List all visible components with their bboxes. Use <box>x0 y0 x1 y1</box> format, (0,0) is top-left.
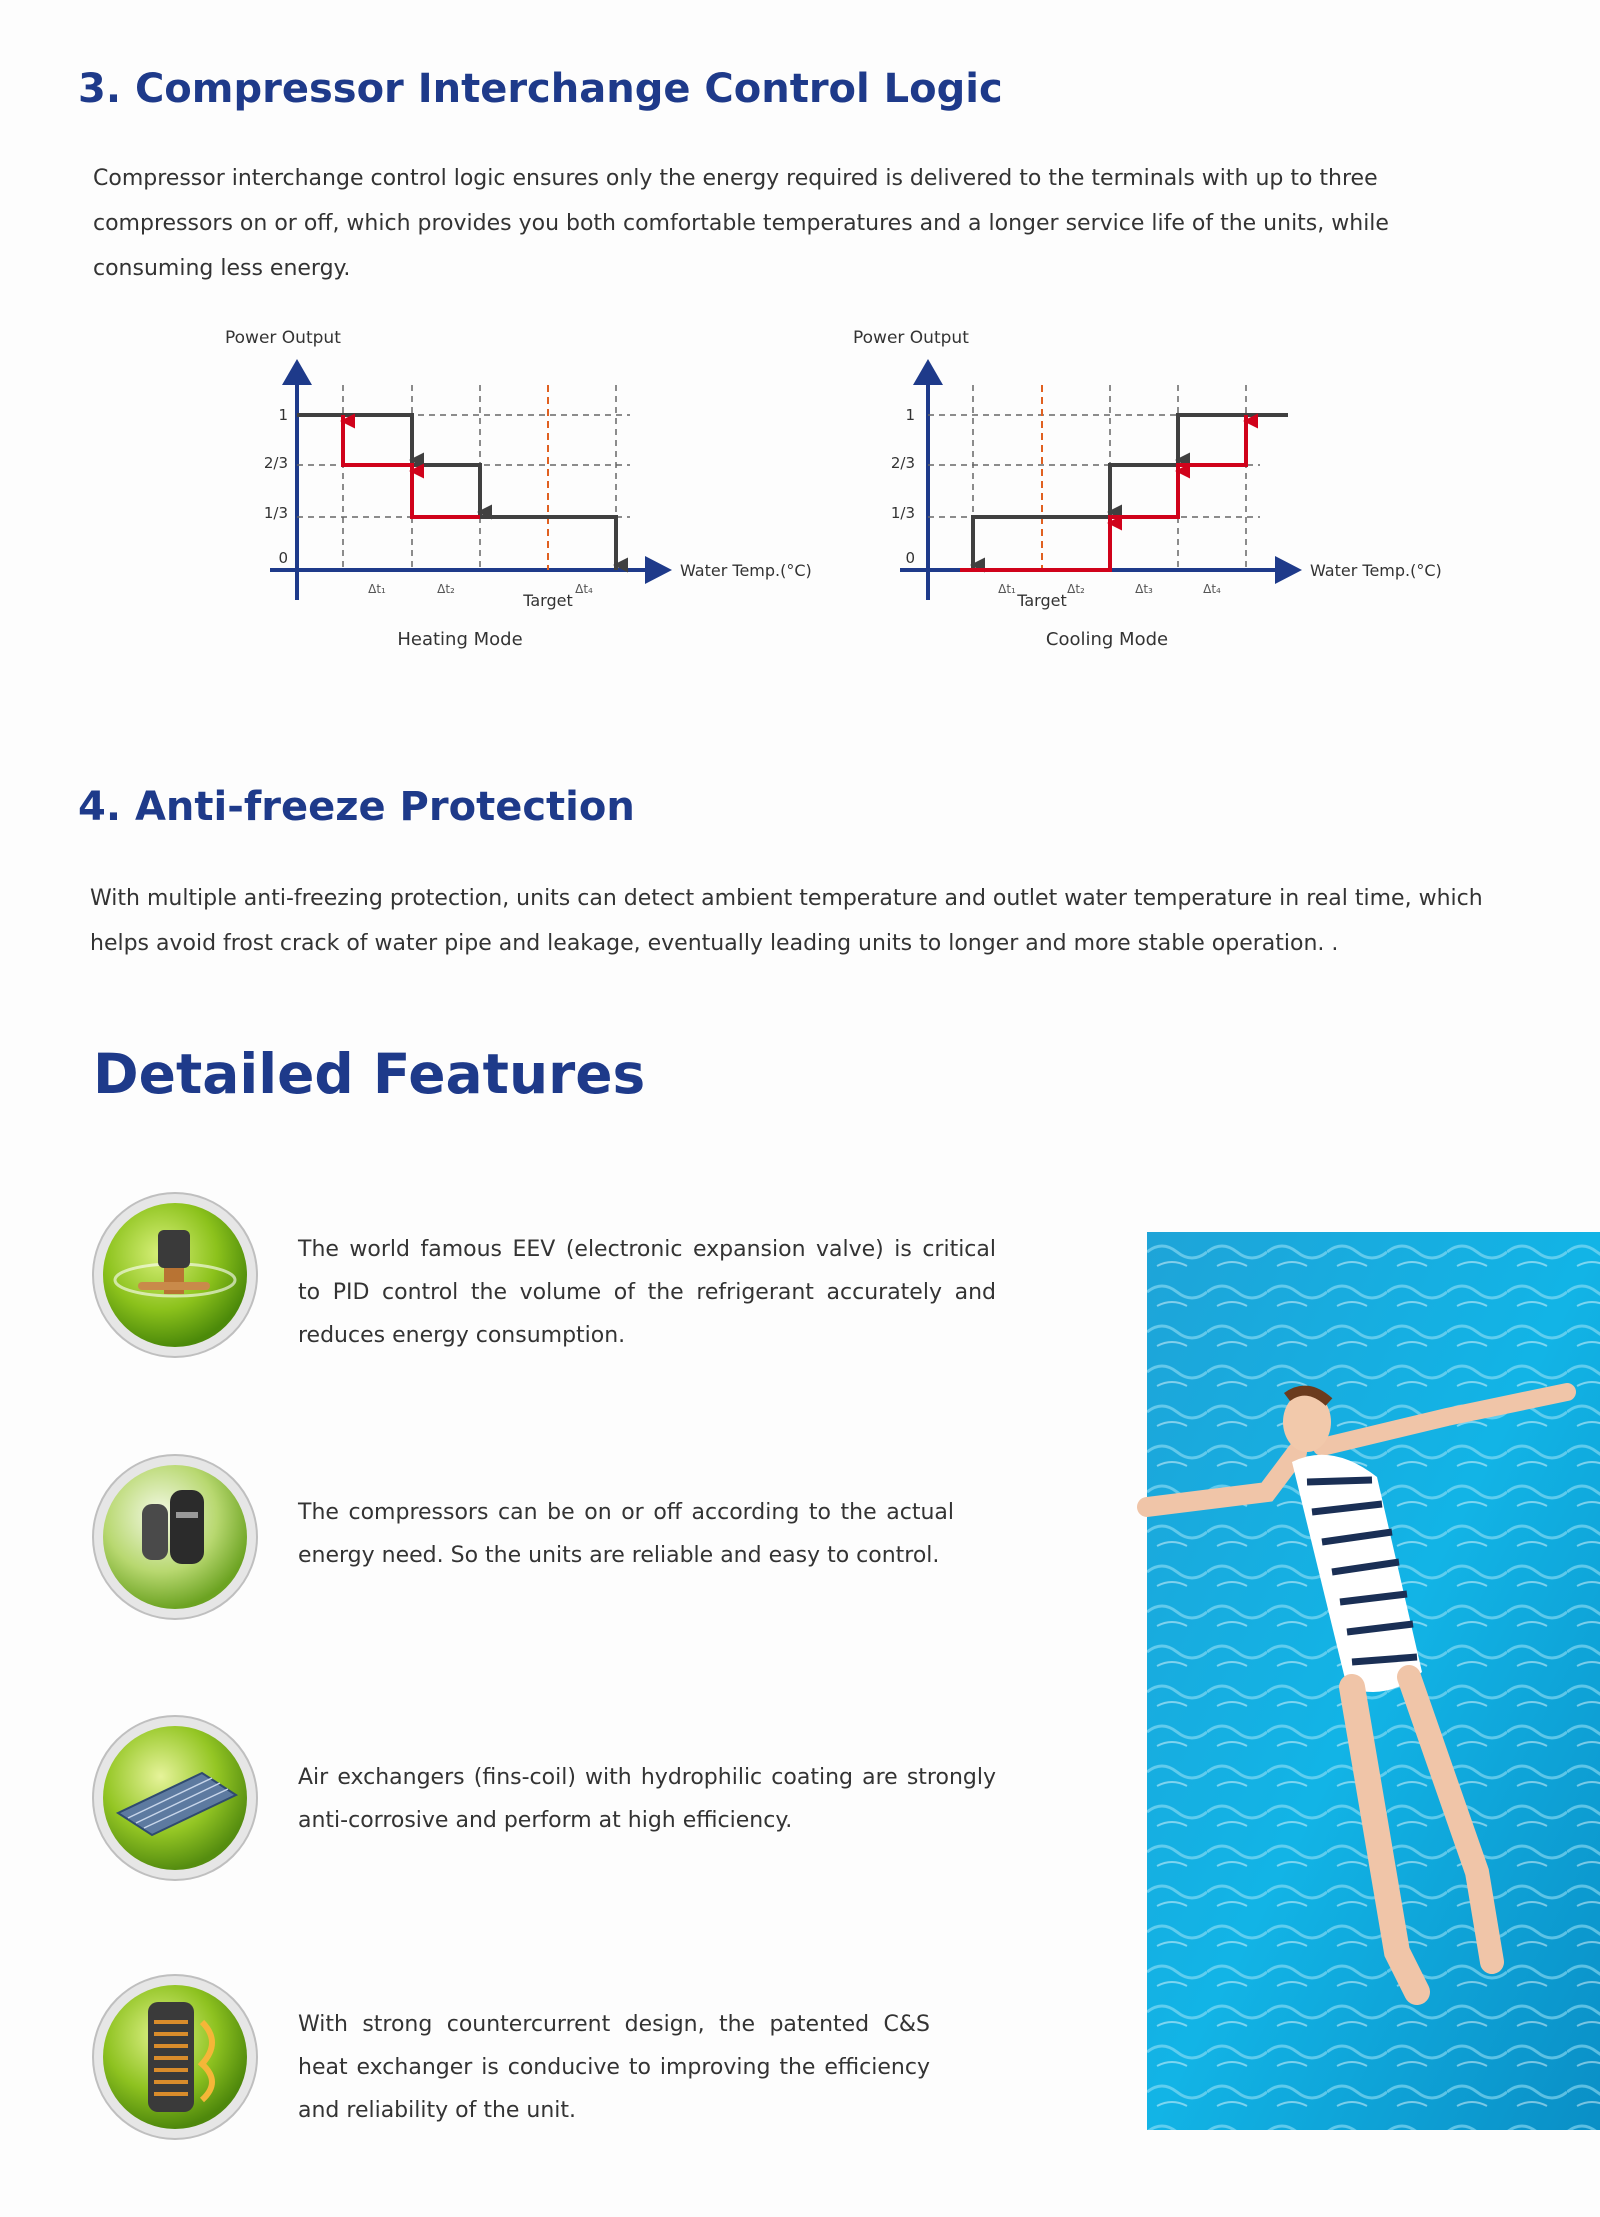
section3-body: Compressor interchange control logic ensures only the energy required is delivered to the terminals with up to three compressors on or off, which provides you both comfortable temperatures and a longer service life of the units, while consuming less energy. <box>93 166 1389 281</box>
x-tick-dt1: Δt₁ <box>998 582 1016 596</box>
y-tick-1-3: 1/3 <box>890 504 915 522</box>
x-axis-arrow <box>1275 556 1302 584</box>
feature-1-text: The world famous EEV (electronic expansion valve) is critical to PID control the volume of the refrigerant accurately and reduces energy consumption. <box>298 1237 996 1348</box>
y-tick-1: 1 <box>278 406 288 424</box>
y-tick-1: 1 <box>905 406 915 424</box>
grid-lines <box>297 385 630 570</box>
y-axis-label: Power Output <box>225 328 341 348</box>
x-tick-dt4: Δt₄ <box>575 582 593 596</box>
y-tick-2-3: 2/3 <box>890 454 915 472</box>
x-tick-dt2: Δt₂ <box>437 582 455 596</box>
heating-mode-chart <box>210 325 812 655</box>
section4-title: 4. Anti-freeze Protection <box>78 784 635 830</box>
y-axis-arrow <box>282 359 312 385</box>
x-tick-dt3: Δt₃ <box>1135 582 1153 596</box>
x-axis-label: Water Temp.(°C) <box>1310 561 1442 580</box>
x-tick-dt4: Δt₄ <box>1203 582 1221 596</box>
y-tick-1-3: 1/3 <box>263 504 288 522</box>
grid-lines <box>928 385 1260 570</box>
fin-coil-icon <box>90 1713 260 1883</box>
x-tick-dt1: Δt₁ <box>368 582 386 596</box>
swimmer-in-pool-photo <box>1147 1232 1600 2130</box>
y-tick-2-3: 2/3 <box>263 454 288 472</box>
x-axis-arrow <box>645 556 672 584</box>
y-tick-0: 0 <box>278 549 288 567</box>
section4-body: With multiple anti-freezing protection, units can detect ambient temperature and outlet water temperature in real time, which helps avoid frost crack of water pipe and leakage, eventually leading units to longer and more stable operation. . <box>90 886 1483 956</box>
x-axis-label: Water Temp.(°C) <box>680 561 812 580</box>
feature-2-text: The compressors can be on or off according to the actual energy need. So the units are reliable and easy to control. <box>298 1500 954 1568</box>
feature-4-text: With strong countercurrent design, the patented C&S heat exchanger is conducive to improving the efficiency and reliability of the unit. <box>298 2012 930 2123</box>
section3-title: 3. Compressor Interchange Control Logic <box>78 66 1003 112</box>
expansion-valve-icon <box>90 1190 260 1360</box>
target-label: Target <box>523 591 573 610</box>
dark-series-line <box>973 415 1288 570</box>
y-axis-arrow <box>913 359 943 385</box>
chart-title: Heating Mode <box>397 629 523 650</box>
y-tick-0: 0 <box>905 549 915 567</box>
compressor-icon <box>90 1452 260 1622</box>
y-axis-label: Power Output <box>853 328 969 348</box>
feature-3-text: Air exchangers (fins-coil) with hydrophilic coating are strongly anti-corrosive and perform at high efficiency. <box>298 1765 996 1833</box>
cooling-mode-chart <box>840 325 1460 655</box>
red-series-line <box>960 415 1246 570</box>
x-tick-dt2: Δt₂ <box>1067 582 1085 596</box>
chart-title: Cooling Mode <box>1045 629 1169 650</box>
heat-exchanger-icon <box>90 1972 260 2142</box>
features-title: Detailed Features <box>93 1042 646 1106</box>
target-label: Target <box>1017 591 1067 610</box>
